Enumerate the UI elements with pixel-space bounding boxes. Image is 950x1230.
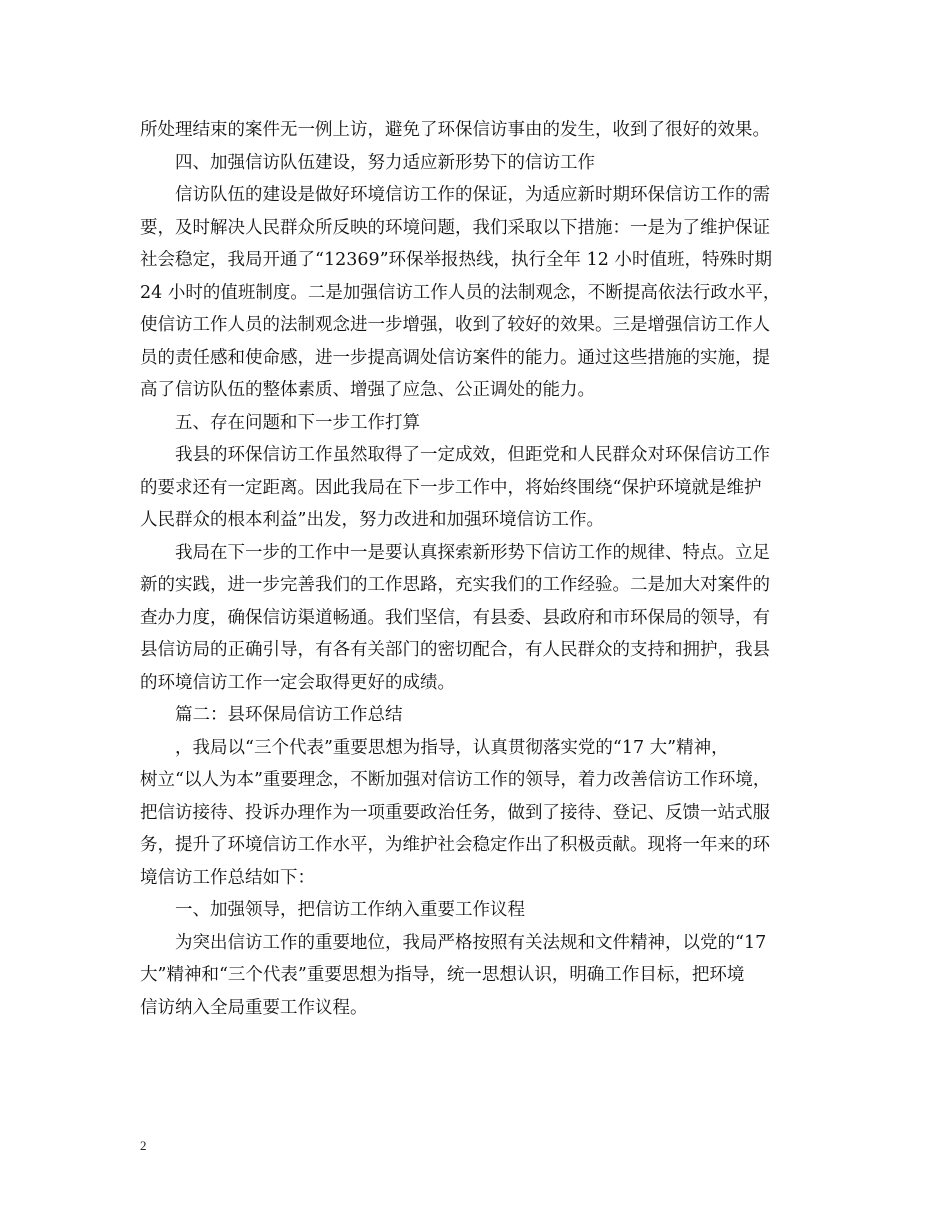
- text-line: 树立“以人为本”重要理念，不断加强对信访工作的领导，着力改善信访工作环境，: [140, 770, 771, 790]
- text-line: 要，及时解决人民群众所反映的环境问题，我们采取以下措施：一是为了维护保证: [140, 217, 770, 238]
- text-line: 境信访工作总结如下：: [140, 867, 315, 888]
- text-line: 我县的环保信访工作虽然取得了一定成效，但距党和人民群众对环保信访工作: [175, 445, 770, 465]
- text-line: 大”精神和“三个代表”重要思想为指导，统一思想认识，明确工作目标，把环境: [140, 965, 745, 985]
- text-line: 查办力度，确保信访渠道畅通。我们坚信，有县委、县政府和市环保局的领导，有: [140, 607, 770, 628]
- text-line: 我局在下一步的工作中一是要认真探索新形势下信访工作的规律、特点。立足: [175, 542, 770, 563]
- text-line: 使信访工作人员的法制观念进一步增强，收到了较好的效果。三是增强信访工作人: [140, 315, 770, 335]
- text-line: 的环境信访工作一定会取得更好的成绩。: [140, 672, 455, 693]
- text-line: 所处理结束的案件无一例上访，避免了环保信访事由的发生，收到了很好的效果。: [140, 120, 770, 140]
- text-line: 社会稳定，我局开通了“12369”环保举报热线，执行全年 12 小时值班，特殊时期: [140, 250, 772, 270]
- text-line: 信访队伍的建设是做好环境信访工作的保证，为适应新时期环保信访工作的需: [175, 185, 770, 205]
- text-line: 篇二：县环保局信访工作总结: [175, 705, 403, 725]
- text-line: 一、加强领导，把信访工作纳入重要工作议程: [175, 900, 525, 920]
- text-line: 为突出信访工作的重要地位，我局严格按照有关法规和文件精神，以党的“17: [175, 932, 767, 953]
- text-line: 务，提升了环境信访工作水平，为维护社会稳定作出了积极贡献。现将一年来的环: [140, 835, 770, 855]
- text-line: 信访纳入全局重要工作议程。: [140, 997, 368, 1018]
- text-line: 五、存在问题和下一步工作打算: [175, 412, 420, 433]
- text-line: ，我局以“三个代表”重要思想为指导，认真贯彻落实党的“17 大”精神，: [175, 737, 729, 758]
- text-line: 把信访接待、投诉办理作为一项重要政治任务，做到了接待、登记、反馈一站式服: [140, 802, 770, 823]
- text-line: 新的实践，进一步完善我们的工作思路，充实我们的工作经验。二是加大对案件的: [140, 575, 770, 595]
- text-line: 人民群众的根本利益”出发，努力改进和加强环境信访工作。: [140, 510, 604, 530]
- text-line: 县信访局的正确引导，有各有关部门的密切配合，有人民群众的支持和拥护，我县: [140, 640, 770, 660]
- text-line: 员的责任感和使命感，进一步提高调处信访案件的能力。通过这些措施的实施，提: [140, 347, 770, 368]
- document-body: [140, 114, 812, 1024]
- text-line: 24 小时的值班制度。二是加强信访工作人员的法制观念，不断提高依法行政水平，: [140, 282, 781, 303]
- text-line: 四、加强信访队伍建设，努力适应新形势下的信访工作: [175, 152, 595, 173]
- text-line: 高了信访队伍的整体素质、增强了应急、公正调处的能力。: [140, 380, 595, 400]
- text-line: 的要求还有一定距离。因此我局在下一步工作中，将始终围绕“保护环境就是维护: [140, 477, 762, 498]
- page-number: 2: [140, 1138, 147, 1153]
